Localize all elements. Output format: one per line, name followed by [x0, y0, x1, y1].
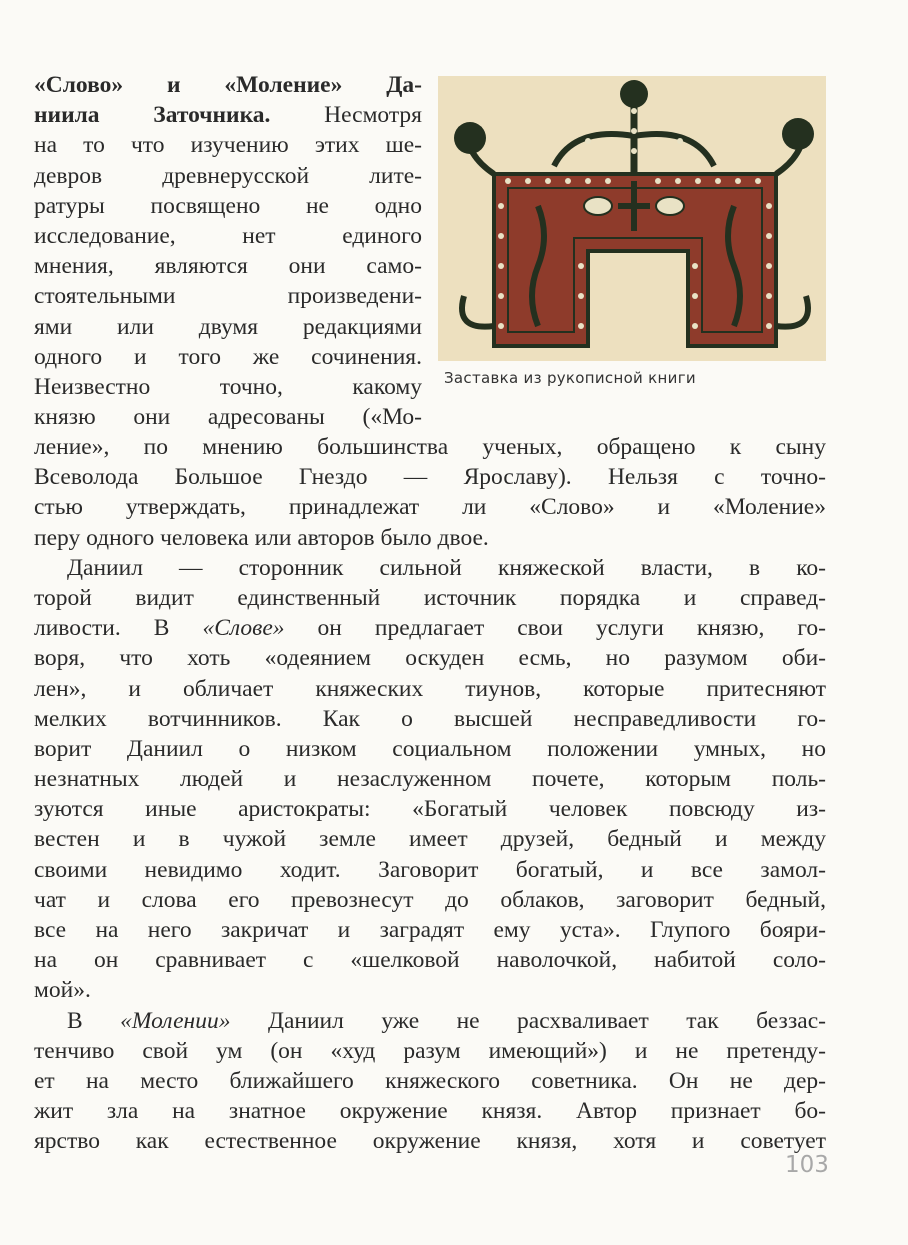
text-line: своими невидимо ходит. Заговорит богатый, и все замол-: [34, 856, 826, 883]
text-line: ливости. В «Слове» он предлагает свои услуги князю, го-: [34, 615, 826, 642]
page-number: 103: [785, 1152, 829, 1178]
body-text: [34, 432, 826, 1157]
text-line: вестен и в чужой земле имеет друзей, бедный и между: [34, 826, 826, 853]
text-line: девров древнерусской лите-: [34, 162, 422, 189]
text-line: князю они адресованы («Мо-: [34, 404, 422, 431]
text-line: Неизвестно точно, какому: [34, 373, 422, 400]
text-line: исследование, нет единого: [34, 222, 422, 249]
text-line: ворит Даниил о низком социальном положении умных, но: [34, 735, 826, 762]
text-line: жит зла на знатное окружение князя. Автор признает бо-: [34, 1098, 826, 1125]
figure-caption: Заставка из рукописной книги: [444, 369, 696, 387]
text-line: ление», по мнению большинства ученых, обращено к сыну: [34, 434, 826, 460]
text-line: мой».: [34, 977, 91, 1004]
text-line: ет на место ближайшего княжеского советника. Он не дер-: [34, 1067, 826, 1094]
text-line: незнатных людей и незаслуженном почете, которым поль-: [34, 766, 826, 793]
intro-column: [34, 70, 422, 432]
text-line: В «Молении» Даниил уже не расхваливает так беззас-: [67, 1007, 826, 1034]
section-heading: «Слово» и «Моление» Да-: [34, 72, 422, 98]
text-line: на то что изучению этих ше-: [34, 132, 422, 159]
figure: [438, 76, 826, 387]
text-line: мнения, являются они само-: [34, 253, 422, 280]
ornament-illustration: [438, 76, 826, 361]
text-line: лен», и обличает княжеских тиунов, которые притесняют: [34, 675, 826, 702]
text-line: ями или двумя редакциями: [34, 313, 422, 340]
text-line: Всеволода Большое Гнездо — Ярославу). Нельзя с точно-: [34, 464, 826, 491]
text-line: стью утверждать, принадлежат ли «Слово» и «Моление»: [34, 494, 826, 521]
text-line: чат и слова его превознесут до облаков, заговорит бедный,: [34, 886, 826, 913]
text-line: [34, 70, 422, 100]
text-line: ярство как естественное окружение князя, хотя и советует: [34, 1128, 826, 1155]
text-line: на он сравнивает с «шелковой наволочкой, набитой соло-: [34, 947, 826, 974]
text-line: все на него закричат и заградят ему уста». Глупого бояри-: [34, 917, 826, 943]
text-line: одного и того же сочинения.: [34, 343, 422, 370]
text-line: торой видит единственный источник порядка и справед-: [34, 584, 826, 611]
text-line: ратуры посвящено не одно: [34, 192, 422, 219]
text-line: тенчиво свой ум (он «худ разум имеющий») и не претенду-: [34, 1037, 826, 1064]
work-title: «Молении»: [120, 1007, 231, 1034]
text-line: воря, что хоть «одеянием оскуден есмь, но разумом оби-: [34, 645, 826, 672]
section-heading: ниила Заточника.: [34, 102, 271, 129]
text-line: зуются иные аристократы: «Богатый человек повсюду из-: [34, 796, 826, 823]
text-line: стоятельными произведени-: [34, 283, 422, 310]
text-line: Даниил — сторонник сильной княжеской власти, в ко-: [67, 554, 826, 581]
text-line: ниила Заточника. Несмотря: [34, 102, 422, 129]
text-line: мелких вотчинников. Как о высшей несправедливости го-: [34, 705, 826, 732]
text-line: перу одного человека или авторов было двое.: [34, 524, 489, 551]
work-title: «Слове»: [202, 615, 285, 642]
